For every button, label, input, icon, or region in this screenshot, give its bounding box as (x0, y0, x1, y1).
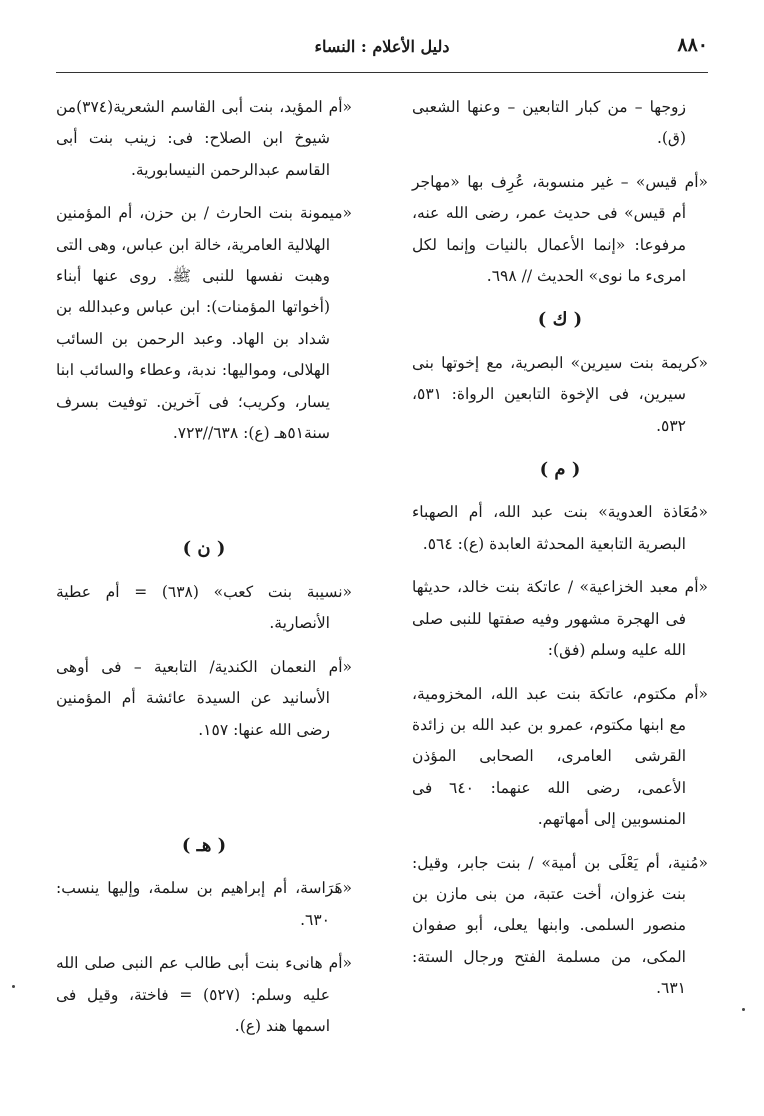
entry-maymuna: «ميمونة بنت الحارث / بن حزن، أم المؤمنين الهلالية العامرية، خالة ابن عباس، وهى التى وهبت نفسها للنبى ﷺ. روى عنها أبناء (أخواتها المؤمنات): ابن عباس وعبدالله بن شداد بن الهاد. وعبد الرحمن بن السائب الهلالى، ومواليها: ندبة، وعطاء والسائب ابنا يسار، وكريب؛ فى آخرين. توفيت بسرف سنة٥١هـ (ع): ٦٣٨//٧٢٣. (56, 204, 352, 443)
page-number: ٨٨٠ (677, 34, 708, 56)
entry-umm-al-numan: «أم النعمان الكندية/ التابعية – فى أوهى الأسانيد عن السيدة عائشة أم المؤمنين رضى الله عنها: ١٥٧. (56, 657, 352, 739)
running-title: دليل الأعلام : النساء (314, 37, 450, 56)
entry-karima: «كريمة بنت سيرين» البصرية، مع إخوتها بنى سيرين، فى الإخوة التابعين الرواة: ٥٣١، ٥٣٢. (412, 353, 708, 435)
entry-umm-mabad: «أم معبد الخزاعية» / عاتكة بنت خالد، حديثها فى الهجرة مشهور وفيه صفتها للنبى صلى الله عليه وسلم (فق): (412, 578, 708, 660)
entry-umm-maktum: «أم مكتوم، عاتكة بنت عبد الله، المخزومية، مع ابنها مكتوم، عمرو بن عبد الله بن زائدة القرشى العامرى، الصحابى المؤذن الأعمى، رضى الله عنهما: ٦٤٠ فى المنسوبين إلى أمهاتهم. (412, 684, 708, 829)
spacer (56, 758, 352, 818)
entry-nusayba: «نسيبة بنت كعب» (٦٣٨) = أم عطية الأنصارية. (56, 582, 353, 633)
section-heading-ha: ( هـ ) (181, 834, 227, 856)
section-heading-nun: ( ن ) (182, 538, 226, 560)
entry-umm-hani: «أم هانىء بنت أبى طالب عم النبى صلى الله عليه وسلم: (٥٢٧) = فاختة، وقيل فى اسمها هند (ع). (56, 954, 352, 1035)
entry-umm-al-muayyad: «أم المؤيد، بنت أبى القاسم الشعرية(٣٧٤)من شيوخ ابن الصلاح: فى: زينب بنت أبى القاسم عبدالرحمن النيسابورية. (56, 98, 352, 179)
entry-umm-qays: «أم قيس» – غير منسوبة، عُرِف بها «مهاجر أم قيس» فى حديث عمر، رضى الله عنه، مرفوعا: «إنما الأعمال بالنيات وإنما لكل امرىء ما نوى» الحديث // ٦٩٨. (412, 172, 708, 286)
left-column (56, 92, 352, 1054)
scan-speck (742, 1008, 745, 1011)
header-rule (56, 72, 708, 73)
section-heading-kaf: ( ك ) (537, 309, 583, 331)
entry-harasa: «هَرَاسة، أم إبراهيم بن سلمة، وإليها ينسب: ٦٣٠. (56, 879, 352, 929)
right-column (412, 92, 708, 1017)
spacer (56, 461, 352, 521)
entry-muadha: «مُعَاذة العدوية» بنت عبد الله، أم الصهباء البصرية التابعية المحدثة العابدة (ع): ٥٦٤. (412, 503, 708, 553)
scan-speck (12, 985, 15, 988)
section-heading-mim: ( م ) (539, 459, 581, 481)
entry-continuation: زوجها – من كبار التابعين – وعنها الشعبى (ق). (412, 98, 686, 148)
page-header (56, 34, 708, 64)
entry-munya: «مُنية، أم يَعْلَى بن أمية» / بنت جابر، وقيل: بنت غزوان، أخت عتبة، من بنى مازن بن منصور السلمى. وابنها يعلى، أبو صفوان المكى، من مسلمة الفتح ورجال الستة: ٦٣١. (412, 853, 708, 998)
